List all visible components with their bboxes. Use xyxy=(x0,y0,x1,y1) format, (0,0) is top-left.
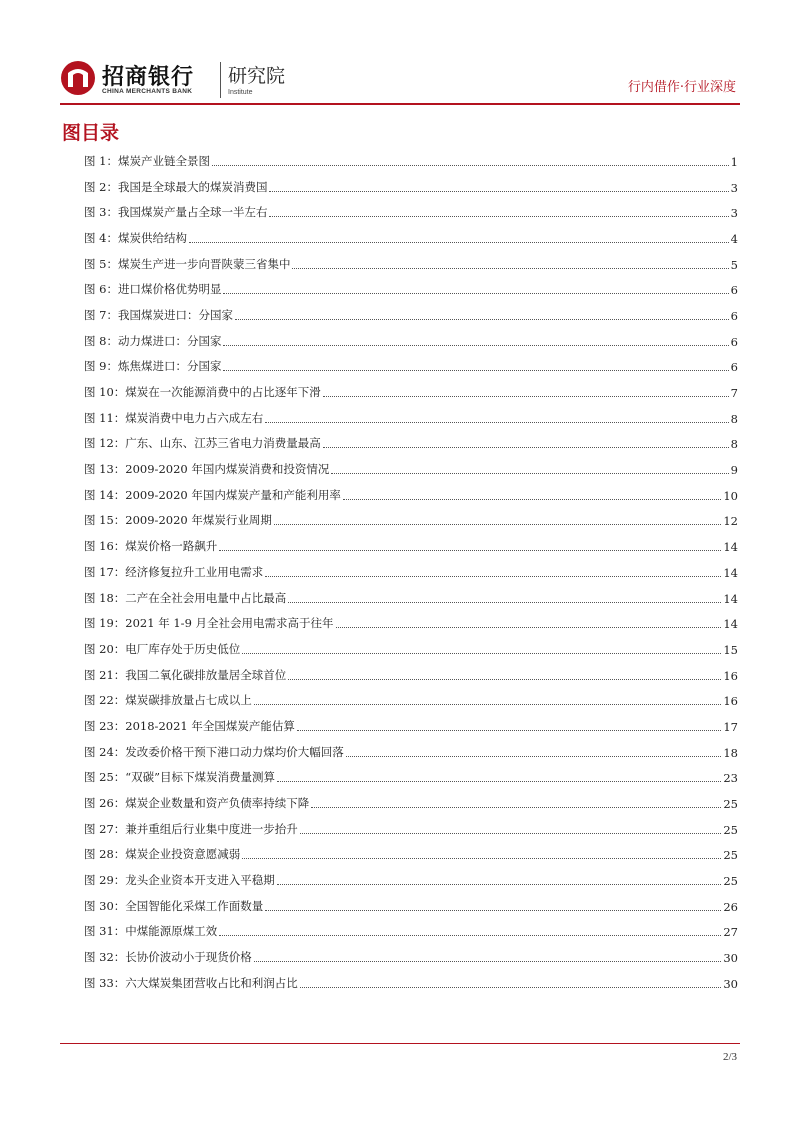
toc-entry[interactable] xyxy=(84,893,738,919)
toc-entry-label: 图 12：广东、山东、江苏三省电力消费量最高 xyxy=(84,436,321,451)
toc-entry-label: 图 7：我国煤炭进口：分国家 xyxy=(84,307,233,322)
toc-leader-dots xyxy=(331,472,728,474)
toc-entry-row xyxy=(84,281,738,297)
toc-leader-dots xyxy=(254,960,722,962)
toc-leader-dots xyxy=(189,241,729,243)
toc-entry-page: 6 xyxy=(730,334,738,349)
toc-entry-label: 图 1：煤炭产业链全景图 xyxy=(84,153,210,168)
toc-entry-page: 17 xyxy=(723,719,738,734)
toc-entry-label: 图 2：我国是全球最大的煤炭消费国 xyxy=(84,179,268,194)
toc-entry-page: 14 xyxy=(723,617,738,632)
footer-divider xyxy=(60,1043,740,1044)
toc-entry-page: 25 xyxy=(723,874,738,889)
toc-leader-dots xyxy=(277,883,722,885)
toc-entry-label: 图 23：2018-2021 年全国煤炭产能估算 xyxy=(84,718,295,733)
toc-entry[interactable] xyxy=(84,405,738,431)
toc-leader-dots xyxy=(269,190,728,192)
toc-leader-dots xyxy=(311,806,721,808)
toc-leader-dots xyxy=(242,652,721,654)
toc-leader-dots xyxy=(212,164,729,166)
toc-leader-dots xyxy=(300,832,722,834)
toc-entry-page: 8 xyxy=(730,437,738,452)
toc-entry-label: 图 16：煤炭价格一路飙升 xyxy=(84,539,218,554)
toc-entry-label: 图 8：动力煤进口：分国家 xyxy=(84,333,222,348)
toc-entry-label: 图 13：2009-2020 年国内煤炭消费和投资情况 xyxy=(84,462,330,477)
toc-leader-dots xyxy=(346,755,722,757)
toc-entry-label: 图 22：煤炭碳排放量占七成以上 xyxy=(84,693,252,708)
toc-entry-row xyxy=(84,204,738,220)
toc-entry-row xyxy=(84,230,738,246)
toc-entry-row xyxy=(84,975,738,991)
figure-list xyxy=(84,148,738,996)
toc-entry-row xyxy=(84,435,738,451)
toc-entry[interactable] xyxy=(84,687,738,713)
toc-entry-row xyxy=(84,179,738,195)
toc-entry-row xyxy=(84,461,738,477)
bank-name: 招商银行 xyxy=(102,65,195,90)
toc-leader-dots xyxy=(219,549,721,551)
logo-divider xyxy=(220,62,221,98)
toc-entry[interactable] xyxy=(84,174,738,200)
toc-entry-page: 4 xyxy=(730,231,738,246)
toc-entry[interactable] xyxy=(84,302,738,328)
toc-leader-dots xyxy=(277,780,721,782)
toc-entry-row xyxy=(84,923,738,939)
toc-entry-page: 10 xyxy=(723,488,738,503)
toc-entry[interactable] xyxy=(84,559,738,585)
toc-entry-page: 15 xyxy=(723,642,738,657)
toc-entry-row xyxy=(84,384,738,400)
toc-entry-page: 30 xyxy=(723,976,738,991)
toc-entry[interactable] xyxy=(84,919,738,945)
toc-entry-label: 图 26：煤炭企业数量和资产负债率持续下降 xyxy=(84,796,310,811)
toc-leader-dots xyxy=(254,703,722,705)
toc-entry-label: 图 15：2009-2020 年煤炭行业周期 xyxy=(84,513,272,528)
toc-entry-row xyxy=(84,538,738,554)
toc-leader-dots xyxy=(223,292,728,294)
toc-entry-label: 图 32：长协价波动小于现货价格 xyxy=(84,950,252,965)
toc-entry[interactable] xyxy=(84,456,738,482)
toc-entry-row xyxy=(84,949,738,965)
toc-entry-row xyxy=(84,846,738,862)
toc-entry-label: 图 27：兼并重组后行业集中度进一步抬升 xyxy=(84,821,298,836)
toc-entry-row xyxy=(84,821,738,837)
toc-entry-row xyxy=(84,898,738,914)
toc-leader-dots xyxy=(223,369,728,371)
toc-leader-dots xyxy=(269,215,728,217)
toc-entry[interactable] xyxy=(84,610,738,636)
toc-leader-dots xyxy=(265,575,721,577)
toc-entry[interactable] xyxy=(84,148,738,174)
toc-leader-dots xyxy=(336,626,722,628)
toc-leader-dots xyxy=(343,498,721,500)
toc-entry-page: 12 xyxy=(723,514,738,529)
toc-leader-dots xyxy=(323,446,729,448)
toc-entry-page: 27 xyxy=(723,925,738,940)
toc-leader-dots xyxy=(265,421,728,423)
toc-entry-row xyxy=(84,564,738,580)
toc-leader-dots xyxy=(235,318,729,320)
page-number: 2/3 xyxy=(722,1051,737,1063)
toc-entry[interactable] xyxy=(84,816,738,842)
toc-entry-label: 图 21：我国二氧化碳排放量居全球首位 xyxy=(84,667,287,682)
toc-leader-dots xyxy=(323,395,729,397)
toc-leader-dots xyxy=(219,934,721,936)
toc-entry-row xyxy=(84,769,738,785)
toc-entry-row xyxy=(84,590,738,606)
toc-entry[interactable] xyxy=(84,636,738,662)
toc-leader-dots xyxy=(292,267,728,269)
toc-entry-page: 25 xyxy=(723,822,738,837)
toc-entry[interactable] xyxy=(84,251,738,277)
toc-entry-row xyxy=(84,358,738,374)
toc-entry-page: 8 xyxy=(730,411,738,426)
toc-entry[interactable] xyxy=(84,713,738,739)
toc-entry-page: 5 xyxy=(730,257,738,272)
toc-entry-label: 图 19：2021 年 1-9 月全社会用电需求高于往年 xyxy=(84,616,334,631)
toc-entry-page: 30 xyxy=(723,951,738,966)
toc-entry-label: 图 20：电厂库存处于历史低位 xyxy=(84,641,241,656)
toc-entry-row xyxy=(84,872,738,888)
toc-entry[interactable] xyxy=(84,482,738,508)
toc-leader-dots xyxy=(223,344,728,346)
toc-entry[interactable] xyxy=(84,431,738,457)
page-header xyxy=(60,56,740,106)
toc-entry-row xyxy=(84,153,738,169)
toc-entry[interactable] xyxy=(84,739,738,765)
toc-entry-page: 3 xyxy=(730,180,738,195)
toc-entry-page: 6 xyxy=(730,283,738,298)
toc-entry-label: 图 18：二产在全社会用电量中占比最高 xyxy=(84,590,287,605)
toc-entry[interactable] xyxy=(84,328,738,354)
toc-entry-row xyxy=(84,512,738,528)
toc-entry-page: 25 xyxy=(723,797,738,812)
toc-entry-page: 14 xyxy=(723,565,738,580)
toc-entry[interactable] xyxy=(84,842,738,868)
toc-entry-page: 7 xyxy=(730,386,738,401)
institute-name: 研究院 xyxy=(228,65,286,87)
toc-leader-dots xyxy=(288,601,721,603)
cmb-logo-icon xyxy=(60,60,96,96)
toc-entry-label: 图 31：中煤能源原煤工效 xyxy=(84,924,218,939)
bank-name-en: CHINA MERCHANTS BANK xyxy=(102,88,193,95)
toc-entry-page: 16 xyxy=(723,694,738,709)
toc-entry[interactable] xyxy=(84,225,738,251)
toc-entry-page: 1 xyxy=(730,154,738,169)
toc-entry-label: 图 10：煤炭在一次能源消费中的占比逐年下滑 xyxy=(84,385,321,400)
toc-entry-page: 18 xyxy=(723,745,738,760)
toc-entry-row xyxy=(84,487,738,503)
toc-entry[interactable] xyxy=(84,276,738,302)
toc-leader-dots xyxy=(300,986,722,988)
toc-entry-label: 图 9：炼焦煤进口：分国家 xyxy=(84,359,222,374)
institute-name-en: Institute xyxy=(228,89,253,96)
toc-entry-label: 图 6：进口煤价格优势明显 xyxy=(84,282,222,297)
toc-entry-label: 图 4：煤炭供给结构 xyxy=(84,230,187,245)
toc-leader-dots xyxy=(274,523,721,525)
toc-entry[interactable] xyxy=(84,765,738,791)
toc-entry[interactable] xyxy=(84,508,738,534)
report-tag: 行内借作·行业深度 xyxy=(627,80,736,95)
toc-entry-page: 14 xyxy=(723,591,738,606)
toc-leader-dots xyxy=(297,729,721,731)
toc-entry-page: 9 xyxy=(730,463,738,478)
section-title: 图目录 xyxy=(62,122,120,144)
toc-entry[interactable] xyxy=(84,662,738,688)
toc-entry[interactable] xyxy=(84,354,738,380)
toc-leader-dots xyxy=(265,909,721,911)
toc-entry[interactable] xyxy=(84,379,738,405)
toc-entry-label: 图 17：经济修复拉升工业用电需求 xyxy=(84,564,264,579)
toc-entry-row xyxy=(84,615,738,631)
toc-entry[interactable] xyxy=(84,199,738,225)
toc-entry-label: 图 3：我国煤炭产量占全球一半左右 xyxy=(84,205,268,220)
toc-entry-page: 23 xyxy=(723,771,738,786)
toc-entry[interactable] xyxy=(84,944,738,970)
toc-entry-label: 图 25：“双碳”目标下煤炭消费量测算 xyxy=(84,770,276,785)
toc-entry-label: 图 14：2009-2020 年国内煤炭产量和产能利用率 xyxy=(84,487,341,502)
toc-entry-row xyxy=(84,307,738,323)
toc-entry-label: 图 29：龙头企业资本开支进入平稳期 xyxy=(84,873,275,888)
toc-entry-label: 图 30：全国智能化采煤工作面数量 xyxy=(84,898,264,913)
toc-entry[interactable] xyxy=(84,533,738,559)
toc-entry[interactable] xyxy=(84,867,738,893)
toc-entry-label: 图 28：煤炭企业投资意愿减弱 xyxy=(84,847,241,862)
toc-entry-label: 图 5：煤炭生产进一步向晋陕蒙三省集中 xyxy=(84,256,291,271)
toc-entry-label: 图 33：六大煤炭集团营收占比和利润占比 xyxy=(84,975,298,990)
toc-entry-row xyxy=(84,744,738,760)
toc-entry-row xyxy=(84,410,738,426)
header-divider xyxy=(60,103,740,105)
toc-entry[interactable] xyxy=(84,585,738,611)
toc-entry-row xyxy=(84,667,738,683)
toc-entry-page: 6 xyxy=(730,360,738,375)
toc-entry-row xyxy=(84,718,738,734)
toc-entry-row xyxy=(84,256,738,272)
toc-entry[interactable] xyxy=(84,970,738,996)
toc-entry-label: 图 11：煤炭消费中电力占六成左右 xyxy=(84,410,264,425)
toc-entry-page: 3 xyxy=(730,206,738,221)
toc-leader-dots xyxy=(288,678,721,680)
toc-entry-row xyxy=(84,692,738,708)
toc-entry-page: 16 xyxy=(723,668,738,683)
toc-entry-page: 6 xyxy=(730,308,738,323)
toc-entry-page: 14 xyxy=(723,540,738,555)
toc-entry-page: 26 xyxy=(723,899,738,914)
toc-entry-row xyxy=(84,333,738,349)
toc-entry-page: 25 xyxy=(723,848,738,863)
toc-entry[interactable] xyxy=(84,790,738,816)
toc-leader-dots xyxy=(242,857,721,859)
toc-entry-row xyxy=(84,641,738,657)
toc-entry-label: 图 24：发改委价格干预下港口动力煤均价大幅回落 xyxy=(84,744,344,759)
toc-entry-row xyxy=(84,795,738,811)
